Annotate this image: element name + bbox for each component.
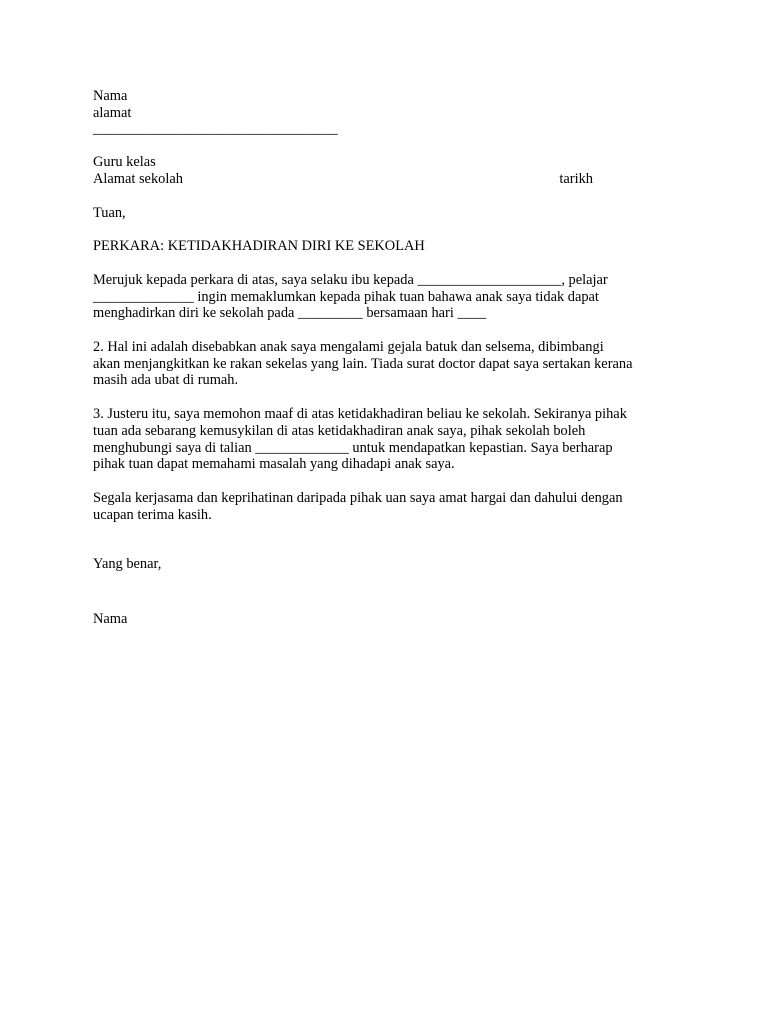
paragraph-1	[93, 272, 693, 322]
paragraph-line: 3. Justeru itu, saya memohon maaf di atas ketidakhadiran beliau ke sekolah. Sekiranya pihak	[93, 406, 627, 423]
paragraph-line: akan menjangkitkan ke rakan sekelas yang lain. Tiada surat doctor dapat saya sertakan kerana	[93, 355, 633, 372]
paragraph-line: menghubungi saya di talian _____________ untuk mendapatkan kepastian. Saya berharap	[93, 439, 613, 456]
paragraph-line: masih ada ubat di rumah.	[93, 372, 239, 389]
paragraph-4	[93, 490, 693, 523]
paragraph-line: Merujuk kepada perkara di atas, saya selaku ibu kepada ____________________, pelajar	[93, 271, 608, 288]
date-label: tarikh	[559, 170, 593, 187]
paragraph-3	[93, 406, 693, 473]
recipient-address-row	[93, 171, 593, 188]
letter-page	[93, 88, 693, 628]
paragraph-line: Segala kerjasama dan keprihatinan daripada pihak uan saya amat hargai dan dahului dengan	[93, 489, 623, 506]
signature-name: Nama	[93, 611, 128, 628]
salutation: Tuan,	[93, 204, 126, 221]
sender-name: Nama	[93, 88, 128, 104]
paragraph-line: tuan ada sebarang kemusykilan di atas ketidakhadiran anak saya, pihak sekolah boleh	[93, 422, 586, 439]
sender-divider: __________________________________	[93, 121, 338, 138]
recipient-address: Alamat sekolah	[93, 170, 183, 187]
sender-address: alamat	[93, 104, 132, 121]
paragraph-line: 2. Hal ini adalah disebabkan anak saya mengalami gejala batuk dan selsema, dibimbangi	[93, 339, 604, 356]
paragraph-line: ______________ ingin memaklumkan kepada pihak tuan bahawa anak saya tidak dapat	[93, 288, 599, 305]
paragraph-line: menghadirkan diri ke sekolah pada _________ bersamaan hari ____	[93, 305, 487, 322]
letter-subject: PERKARA: KETIDAKHADIRAN DIRI KE SEKOLAH	[93, 238, 425, 255]
paragraph-2	[93, 339, 693, 389]
closing: Yang benar,	[93, 556, 162, 573]
paragraph-line: pihak tuan dapat memahami masalah yang dihadapi anak saya.	[93, 456, 455, 473]
recipient-title: Guru kelas	[93, 154, 156, 171]
paragraph-line: ucapan terima kasih.	[93, 506, 212, 523]
